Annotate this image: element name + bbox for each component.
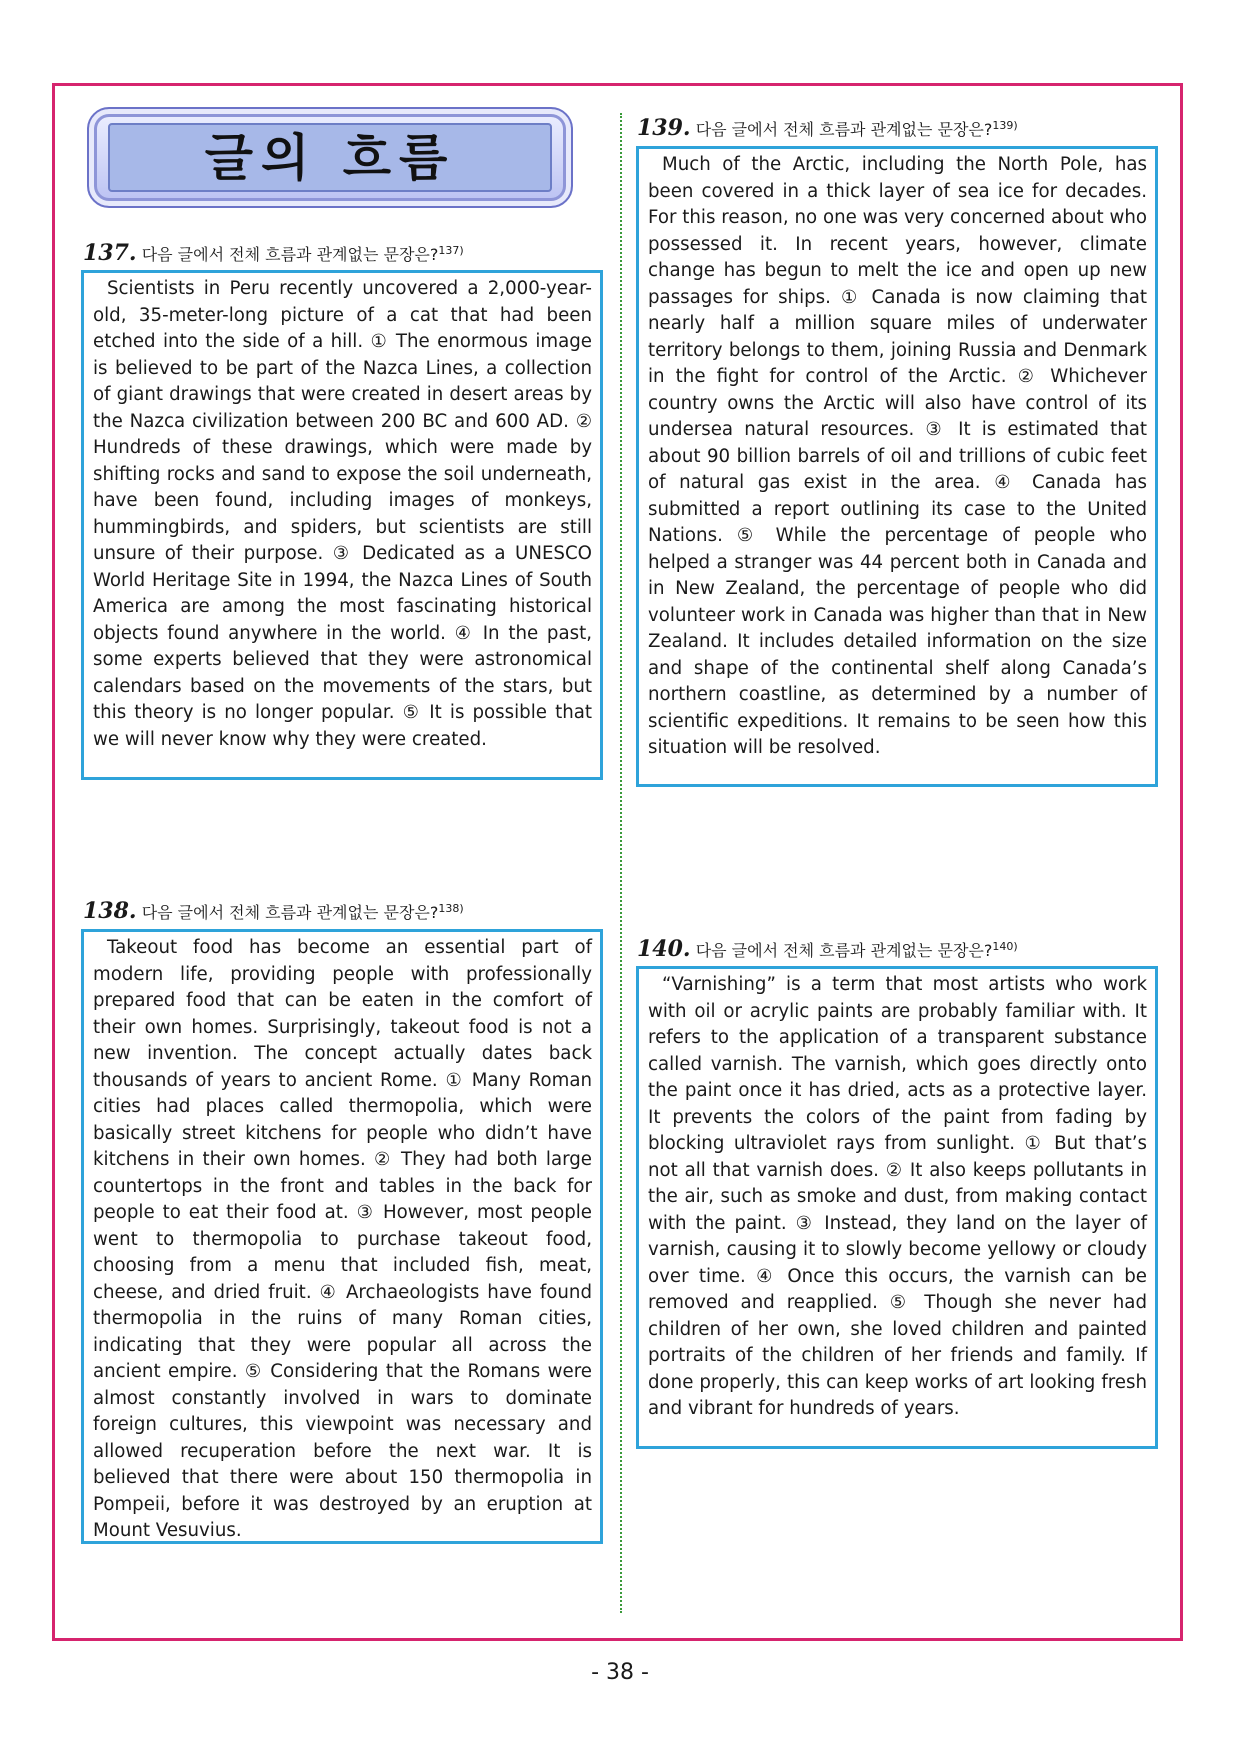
section-title-inner bbox=[108, 123, 552, 192]
page-number: - 38 - bbox=[591, 1660, 649, 1685]
question-138-passage: Takeout food has become an essential part of modern life, providing people with professionally prepared food that can be eaten in the comfort of their own homes. Surprisingly, takeout food is not a new invention. The concept actually dates back thousands of years to ancient Rome. ① Many Roman cities had places called thermopolia, which were basically street kitchens for people who didn’t have kitchens in their own homes. ② They had both large countertops in the front and tables in the back for people to eat their food at. ③ However, most people went to thermopolia to purchase takeout food, choosing from a menu that included fish, meat, cheese, and dried fruit. ④ Archaeologists have found thermopolia in the ruins of many Roman cities, indicating that they were popular all across the ancient empire. ⑤ Considering that the Romans were almost constantly involved in wars to dominate foreign cultures, this viewpoint was necessary and allowed recuperation before the next war. It is believed that there were about 150 thermopolia in Pompeii, before it was destroyed by an eruption at Mount Vesuvius. bbox=[81, 929, 603, 1544]
question-140-header bbox=[637, 938, 1018, 962]
question-footnote: 137) bbox=[438, 244, 464, 257]
question-prompt: 다음 글에서 전체 흐름과 관계없는 문장은? bbox=[695, 941, 993, 960]
question-140-passage: “Varnishing” is a term that most artists who work with oil or acrylic paints are probably familiar with. It refers to the application of a transparent substance called varnish. The varnish, which goes directly onto the paint once it has dried, acts as a protective layer. It prevents the colors of the paint from fading by blocking ultraviolet rays from sunlight. ① But that’s not all that varnish does. ② It also keeps pollutants in the air, such as smoke and dust, from making contact with the paint. ③ Instead, they land on the layer of varnish, causing it to slowly become yellowy or cloudy over time. ④ Once this occurs, the varnish can be removed and reapplied. ⑤ Though she never had children of her own, she loved children and painted portraits of the children of her friends and family. If done properly, this can keep works of art looking fresh and vibrant for hundreds of years. bbox=[636, 966, 1158, 1449]
question-footnote: 138) bbox=[438, 902, 464, 915]
column-divider bbox=[620, 113, 622, 1613]
question-number: 140. bbox=[637, 936, 691, 962]
question-footnote: 139) bbox=[992, 119, 1018, 132]
question-footnote: 140) bbox=[992, 940, 1018, 953]
question-137-passage: Scientists in Peru recently uncovered a 2,000-year-old, 35-meter-long picture of a cat that had been etched into the side of a hill. ① The enormous image is believed to be part of the Nazca Lines, a collection of giant drawings that were created in desert areas by the Nazca civilization between 200 BC and 600 AD. ② Hundreds of these drawings, which were made by shifting rocks and sand to expose the soil underneath, have been found, including images of monkeys, hummingbirds, and spiders, but scientists are still unsure of their purpose. ③ Dedicated as a UNESCO World Heritage Site in 1994, the Nazca Lines of South America are among the most fascinating historical objects found anywhere in the world. ④ In the past, some experts believed that they were astronomical calendars based on the movements of the stars, but this theory is no longer popular. ⑤ It is possible that we will never know why they were created. bbox=[81, 270, 603, 780]
question-number: 137. bbox=[83, 240, 137, 266]
section-title-banner bbox=[87, 107, 573, 208]
question-number: 138. bbox=[83, 898, 137, 924]
question-prompt: 다음 글에서 전체 흐름과 관계없는 문장은? bbox=[141, 903, 439, 922]
question-139-header bbox=[637, 117, 1018, 141]
question-prompt: 다음 글에서 전체 흐름과 관계없는 문장은? bbox=[141, 245, 439, 264]
question-137-header bbox=[83, 242, 464, 266]
section-title: 글의 흐름 bbox=[204, 129, 456, 187]
question-number: 139. bbox=[637, 115, 691, 141]
question-prompt: 다음 글에서 전체 흐름과 관계없는 문장은? bbox=[695, 120, 993, 139]
question-139-passage: Much of the Arctic, including the North Pole, has been covered in a thick layer of sea ice for decades. For this reason, no one was very concerned about who possessed it. In recent years, however, climate change has begun to melt the ice and open up new passages for ships. ① Canada is now claiming that nearly half a million square miles of underwater territory belongs to them, joining Russia and Denmark in the fight for control of the Arctic. ② Whichever country owns the Arctic will also have control of its undersea natural resources. ③ It is estimated that about 90 billion barrels of oil and trillions of cubic feet of natural gas exist in the area. ④ Canada has submitted a report outlining its case to the United Nations. ⑤ While the percentage of people who helped a stranger was 44 percent both in Canada and in New Zealand, the percentage of people who did volunteer work in Canada was higher than that in New Zealand. It includes detailed information on the size and shape of the continental shelf along Canada’s northern coastline, as determined by a number of scientific expeditions. It remains to be seen how this situation will be resolved. bbox=[636, 146, 1158, 787]
question-138-header bbox=[83, 900, 464, 924]
